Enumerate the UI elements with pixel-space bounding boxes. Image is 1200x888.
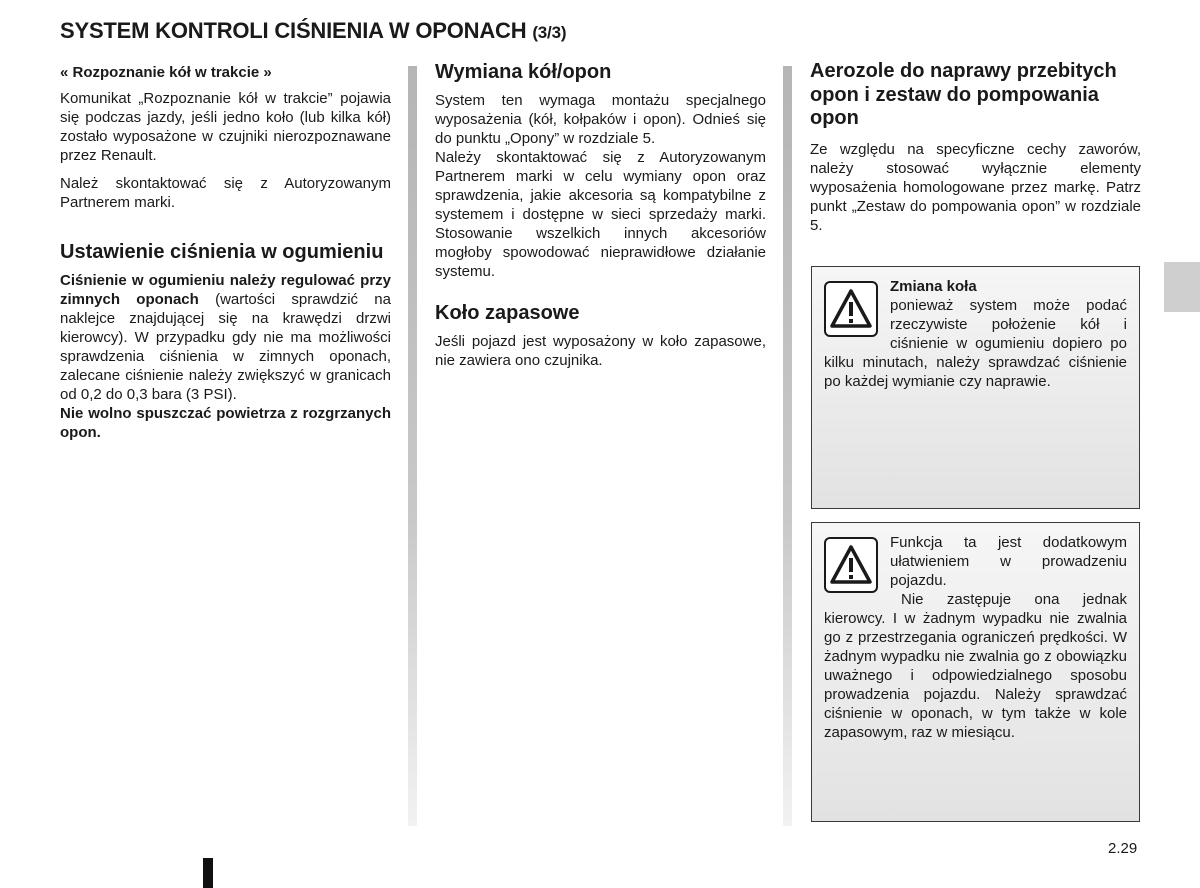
paragraph: Należy skontaktować się z Autoryzowanym Partnerem marki w celu wymiany opon oraz sprawdzenia, jakie akcesoria są kompatybilne z systemem i dostępne w sieci sprzedaży marki. Stosowanie wszelkich innych akcesoriów mogłoby spowodować nieprawidłowe działanie systemu. (435, 149, 766, 280)
warning-text: Nie zastępuje ona jednak kierowcy. I w żadnym wypadku nie zwalnia go z przestrzegania ograniczeń prędkości. W żadnym wypadku nie zwalnia go z obowiązku uważnego i odpowiedzialnego sposobu prowadzenia pojazdu. Należy sprawdzać ciśnienie w oponach, w tym także w kole zapasowym, raz w miesiącu. (824, 591, 1127, 741)
left-column (60, 60, 391, 451)
section-heading: Ustawienie ciśnienia w ogumieniu (60, 241, 384, 263)
warning-text: ponieważ system może podać rzeczywiste położenie kół i ciśnienie w ogumieniu dopiero po kilku minutach, należy sprawdzać ciśnienie po każdej wymianie czy naprawie. (824, 297, 1127, 390)
right-column (810, 60, 1141, 244)
paragraph: Ze względu na specyficzne cechy zaworów, należy stosować wyłącznie elementy wyposażenia homologowane przez markę. Patrz punkt „Zestaw do pompowania opon” w rozdziale 5. (810, 140, 1141, 234)
bold-text: Nie wolno spuszczać powietrza z rozgrzanych opon. (60, 405, 391, 441)
section-tab-marker (1164, 262, 1200, 312)
warning-text: Funkcja ta jest dodatkowym ułatwieniem w prowadzeniu pojazdu. (890, 534, 1127, 589)
paragraph: Należ skontaktować się z Autoryzowanym Partnerem marki. (60, 175, 391, 211)
bold-text: Ciśnienie w ogumieniu należy regulować przy zimnych oponach (60, 272, 391, 308)
paragraph-text: (wartości sprawdzić na naklejce znajdującej się na krawędzi drzwi kierowcy). W przypadku gdy nie ma możliwości sprawdzenia ciśnienia w zimnych oponach, zalecane ciśnienie należy zwiększyć w granicach od 0,2 do 0,3 bara (3 PSI). (60, 291, 391, 403)
section-subheading: « Rozpoznanie kół w trakcie » (60, 64, 272, 81)
page-title (60, 18, 566, 44)
page-title-text: SYSTEM KONTROLI CIŚNIENIA W OPONACH (60, 18, 527, 43)
column-divider (408, 66, 417, 826)
warning-paragraph (60, 404, 391, 442)
warning-box (811, 266, 1140, 509)
section-heading: Aerozole do naprawy przebitych opon i zestaw do pompowania opon (810, 60, 1117, 129)
warning-box (811, 522, 1140, 822)
warning-triangle-icon (824, 281, 878, 337)
section-heading: Koło zapasowe (435, 302, 580, 324)
section-heading: Wymiana kół/opon (435, 61, 612, 83)
page-part-indicator: (3/3) (532, 23, 567, 42)
page-number: 2.29 (1108, 840, 1138, 857)
paragraph: Jeśli pojazd jest wyposażony w koło zapasowe, nie zawiera ono czujnika. (435, 333, 766, 369)
warning-title: Zmiana koła (890, 278, 977, 295)
middle-column (435, 60, 766, 379)
binding-edge-marker (203, 858, 213, 888)
paragraph (60, 271, 391, 404)
column-divider (783, 66, 792, 826)
warning-triangle-icon (824, 537, 878, 593)
paragraph: Komunikat „Rozpoznanie kół w trakcie” pojawia się podczas jazdy, jeśli jedno koło (lub kilka kół) zostało wyposażone w czujniki nierozpoznawane przez Renault. (60, 90, 391, 164)
paragraph: System ten wymaga montażu specjalnego wyposażenia (kół, kołpaków i opon). Odnieś się do punktu „Opony” w rozdziale 5. (435, 92, 766, 147)
